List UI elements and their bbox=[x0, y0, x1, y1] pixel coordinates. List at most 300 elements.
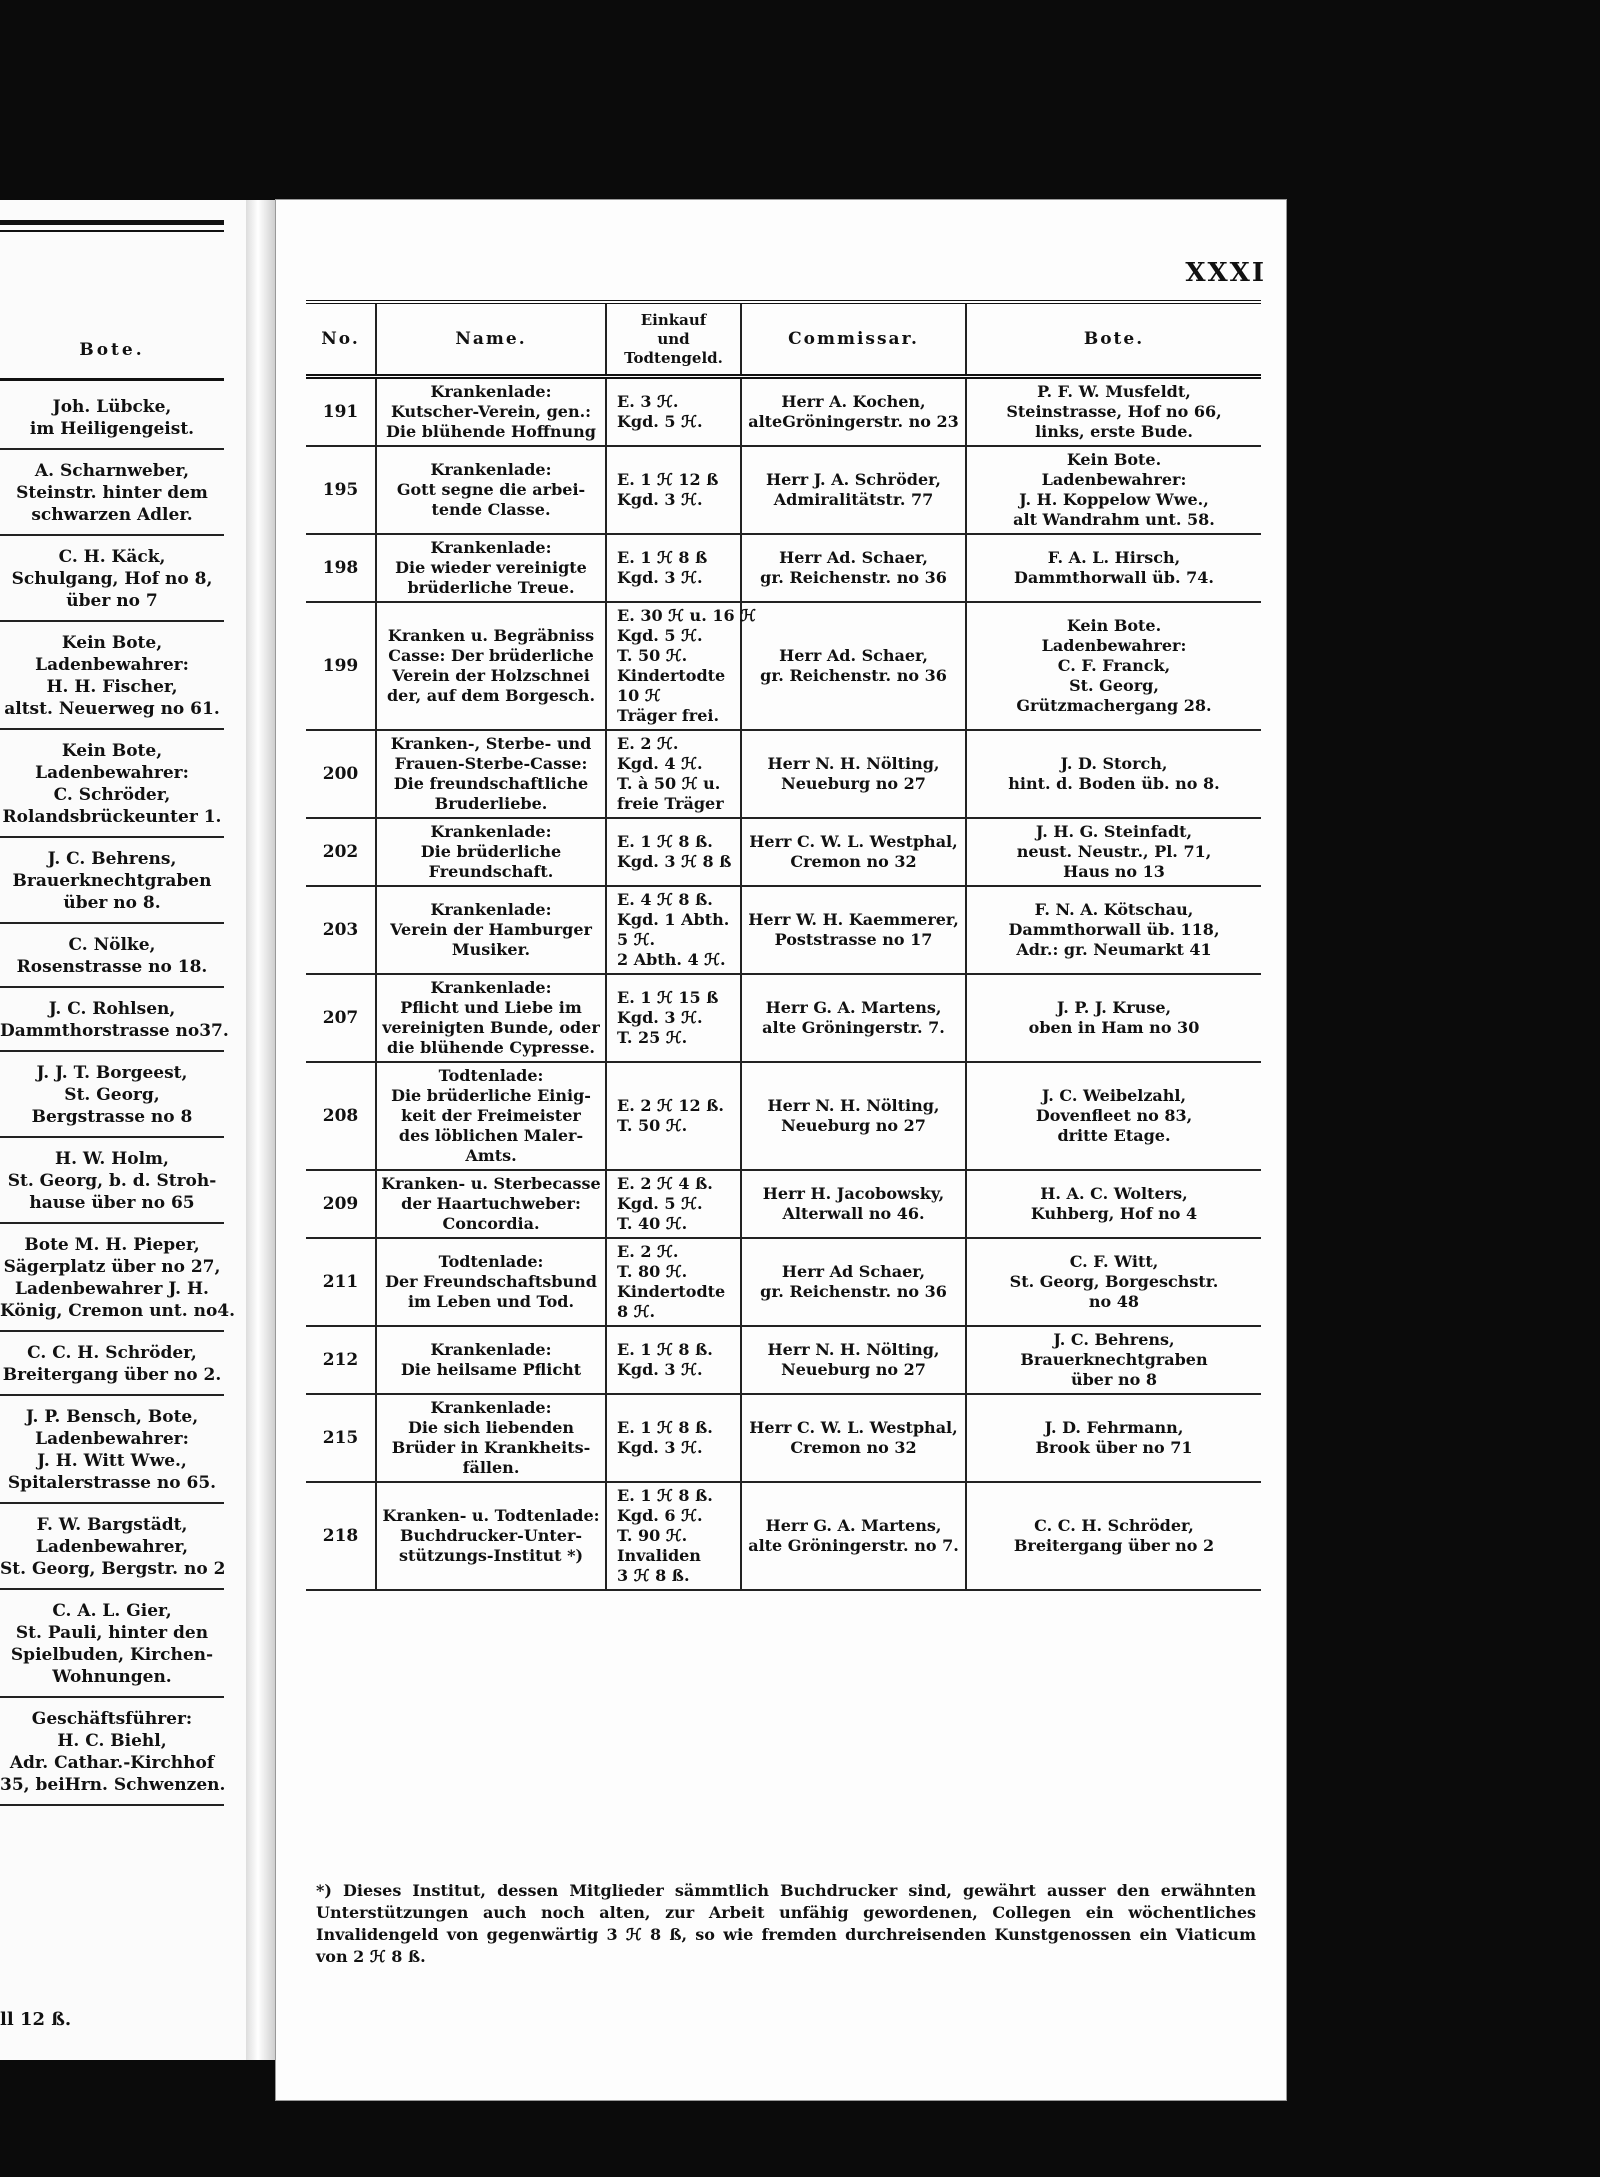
left-entry-line: altst. Neuerweg no 61. bbox=[4, 699, 220, 719]
cell-line: Breitergang über no 2 bbox=[1013, 1536, 1215, 1555]
cell-line: Krankenlade: bbox=[430, 1398, 552, 1417]
cell-line: Die blühende Hoffnung bbox=[386, 422, 596, 441]
cell-name bbox=[376, 534, 606, 602]
cell-no: 209 bbox=[322, 1194, 359, 1214]
cell-line: neust. Neustr., Pl. 71, bbox=[1016, 842, 1212, 861]
cell-line: Herr N. H. Nölting, bbox=[767, 754, 940, 773]
cell-line: Die brüderliche bbox=[420, 842, 562, 861]
left-entry-line: C. H. Käck, bbox=[58, 547, 166, 567]
cell-line: T. 40 ℋ. bbox=[617, 1214, 688, 1233]
cell-line: Kgd. 3 ℋ. bbox=[617, 568, 703, 587]
cell-commissar bbox=[741, 886, 966, 974]
cell-bote bbox=[966, 446, 1261, 534]
cell-line: Herr A. Kochen, bbox=[781, 392, 926, 411]
cell-commissar bbox=[741, 1482, 966, 1590]
table-row bbox=[306, 1482, 1261, 1590]
right-page bbox=[276, 200, 1286, 2100]
cell-commissar bbox=[741, 1238, 966, 1326]
cell-line: P. F. W. Musfeldt, bbox=[1037, 382, 1191, 401]
left-entry bbox=[0, 546, 224, 612]
cell-line: Adr.: gr. Neumarkt 41 bbox=[1016, 940, 1212, 959]
left-separator bbox=[0, 1588, 224, 1590]
left-separator bbox=[0, 1696, 224, 1698]
cell-bote bbox=[966, 818, 1261, 886]
cell-line: Die sich liebenden bbox=[407, 1418, 575, 1437]
left-entry-line: St. Pauli, hinter den bbox=[15, 1623, 209, 1643]
cell-line: Todtenlade: bbox=[438, 1066, 544, 1085]
left-separator bbox=[0, 1050, 224, 1052]
cell-line: Kranken- u. Todtenlade: bbox=[382, 1506, 600, 1525]
cell-einkauf bbox=[606, 974, 741, 1062]
cell-line: Herr Ad. Schaer, bbox=[779, 646, 928, 665]
cell-bote bbox=[966, 1326, 1261, 1394]
cell-line: H. A. C. Wolters, bbox=[1040, 1184, 1188, 1203]
cell-line: Amts. bbox=[465, 1146, 517, 1165]
cell-name bbox=[376, 446, 606, 534]
table-row bbox=[306, 974, 1261, 1062]
cell-line: E. 2 ℋ 12 ß. bbox=[617, 1096, 724, 1115]
cell-commissar bbox=[741, 730, 966, 818]
cell-line: Kgd. 3 ℋ 8 ß bbox=[617, 852, 732, 871]
left-entry-line: Kein Bote, bbox=[61, 633, 163, 653]
cell-name bbox=[376, 1482, 606, 1590]
cell-line: brüderliche Treue. bbox=[407, 578, 575, 597]
left-entry-line: hause über no 65 bbox=[29, 1193, 195, 1213]
cell-line: Ladenbewahrer: bbox=[1041, 636, 1187, 655]
left-entry-line: Brauerknechtgraben bbox=[12, 871, 212, 891]
cell-line: Musiker. bbox=[451, 940, 531, 959]
table-row bbox=[306, 1170, 1261, 1238]
cell-einkauf bbox=[606, 446, 741, 534]
cell-line: Pflicht und Liebe im bbox=[400, 998, 582, 1017]
cell-line: gr. Reichenstr. no 36 bbox=[760, 666, 947, 685]
cell-line: Herr N. H. Nölting, bbox=[767, 1096, 940, 1115]
cell-line: Kindertodte bbox=[617, 1282, 726, 1301]
cell-line: freie Träger bbox=[617, 794, 724, 813]
cell-line: Frauen-Sterbe-Casse: bbox=[394, 754, 588, 773]
left-page bbox=[0, 200, 246, 2060]
cell-einkauf bbox=[606, 602, 756, 730]
cell-line: Krankenlade: bbox=[430, 1340, 552, 1359]
cell-commissar bbox=[741, 1170, 966, 1238]
cell-line: Kranken-, Sterbe- und bbox=[390, 734, 592, 753]
left-separator bbox=[0, 620, 224, 622]
cell-name bbox=[376, 1326, 606, 1394]
cell-line: E. 1 ℋ 8 ß. bbox=[617, 1340, 713, 1359]
cell-line: Krankenlade: bbox=[430, 978, 552, 997]
cell-line: J. C. Weibelzahl, bbox=[1041, 1086, 1187, 1105]
left-entry-line: H. C. Biehl, bbox=[57, 1731, 167, 1751]
left-entry-line: Steinstr. hinter dem bbox=[16, 483, 208, 503]
table-row bbox=[306, 602, 1261, 730]
top-rule bbox=[0, 220, 224, 225]
cell-line: E. 3 ℋ. bbox=[617, 392, 679, 411]
cell-line: J. P. J. Kruse, bbox=[1056, 998, 1172, 1017]
left-entry-line: Spielbuden, Kirchen- bbox=[10, 1645, 214, 1665]
header-bote: Bote. bbox=[966, 302, 1261, 377]
cell-line: Kranken u. Begräbniss bbox=[387, 626, 595, 645]
cell-name bbox=[376, 377, 606, 447]
cell-line: Der Freundschaftsbund bbox=[385, 1272, 597, 1291]
cell-name bbox=[376, 602, 606, 730]
cell-line: alte Gröningerstr. 7. bbox=[762, 1018, 945, 1037]
cell-bote bbox=[966, 886, 1261, 974]
cell-line: Krankenlade: bbox=[430, 538, 552, 557]
left-separator bbox=[0, 986, 224, 988]
cell-line: no 48 bbox=[1088, 1292, 1140, 1311]
left-entry-line: über no 8. bbox=[63, 893, 161, 913]
cell-line: T. 50 ℋ. bbox=[617, 646, 688, 665]
cell-line: Cremon no 32 bbox=[790, 852, 917, 871]
cell-line: alteGröningerstr. no 23 bbox=[748, 412, 959, 431]
left-entry-line: Spitalerstrasse no 65. bbox=[7, 1473, 217, 1493]
cell-line: Admiralitätstr. 77 bbox=[773, 490, 934, 509]
cell-line: Neueburg no 27 bbox=[781, 1360, 926, 1379]
cell-einkauf bbox=[606, 730, 741, 818]
cell-line: C. F. Franck, bbox=[1057, 656, 1171, 675]
cell-line: hint. d. Boden üb. no 8. bbox=[1008, 774, 1220, 793]
cell-line: Herr Ad Schaer, bbox=[781, 1262, 926, 1281]
left-entry-line: Ladenbewahrer: bbox=[35, 655, 189, 675]
cell-line: Kranken- u. Sterbecasse bbox=[381, 1174, 601, 1193]
cell-line: Kgd. 5 ℋ. bbox=[617, 412, 703, 431]
cell-no: 203 bbox=[322, 920, 359, 940]
cell-line: E. 1 ℋ 8 ß. bbox=[617, 832, 713, 851]
table-row bbox=[306, 1394, 1261, 1482]
cell-line: E. 2 ℋ 4 ß. bbox=[617, 1174, 713, 1193]
cell-line: Kgd. 5 ℋ. bbox=[617, 1194, 703, 1213]
cell-line: Kgd. 3 ℋ. bbox=[617, 1438, 703, 1457]
header-rule bbox=[0, 378, 224, 381]
cell-line: Cremon no 32 bbox=[790, 1438, 917, 1457]
cell-commissar bbox=[741, 534, 966, 602]
cell-bote bbox=[966, 1482, 1261, 1590]
cell-line: Neueburg no 27 bbox=[781, 1116, 926, 1135]
cell-no: 207 bbox=[322, 1008, 359, 1028]
cell-line: Haus no 13 bbox=[1063, 862, 1165, 881]
left-entry-line: über no 7 bbox=[66, 591, 158, 611]
cell-line: 10 ℋ bbox=[617, 686, 661, 705]
cell-line: im Leben und Tod. bbox=[407, 1292, 575, 1311]
cell-bote bbox=[966, 1238, 1261, 1326]
cell-bote bbox=[966, 1062, 1261, 1170]
cell-name bbox=[376, 1170, 606, 1238]
table-body bbox=[306, 377, 1261, 1591]
left-entry bbox=[0, 1148, 224, 1214]
table-row bbox=[306, 534, 1261, 602]
cell-line: Alterwall no 46. bbox=[782, 1204, 925, 1223]
cell-line: fällen. bbox=[462, 1458, 520, 1477]
cell-line: Herr C. W. L. Westphal, bbox=[749, 1418, 958, 1437]
cell-line: Kgd. 3 ℋ. bbox=[617, 1008, 703, 1027]
cell-name bbox=[376, 1062, 606, 1170]
left-entry-line: im Heiligengeist. bbox=[29, 419, 195, 439]
cell-line: Kgd. 1 Abth. bbox=[617, 910, 730, 929]
cell-line: Poststrasse no 17 bbox=[774, 930, 933, 949]
table-row bbox=[306, 886, 1261, 974]
cell-line: Die heilsame Pflicht bbox=[400, 1360, 582, 1379]
left-entry bbox=[0, 1514, 224, 1580]
left-separator bbox=[0, 1502, 224, 1504]
cell-line: Kutscher-Verein, gen.: bbox=[390, 402, 592, 421]
cell-line: E. 4 ℋ 8 ß. bbox=[617, 890, 713, 909]
left-entry-line: schwarzen Adler. bbox=[31, 505, 193, 525]
cell-line: oben in Ham no 30 bbox=[1028, 1018, 1200, 1037]
cell-bote bbox=[966, 1394, 1261, 1482]
cell-line: Casse: Der brüderliche bbox=[388, 646, 594, 665]
cell-no: 198 bbox=[322, 558, 359, 578]
left-entry-line: Kein Bote, bbox=[61, 741, 163, 761]
left-entry-line: C. Nölke, bbox=[68, 935, 156, 955]
left-entry-line: Adr. Cathar.-Kirchhof bbox=[9, 1753, 215, 1773]
left-entry bbox=[0, 1062, 224, 1128]
top-rule-thin bbox=[0, 230, 224, 232]
left-entry-line: Bote M. H. Pieper, bbox=[24, 1235, 200, 1255]
left-entry-line: J. J. T. Borgeest, bbox=[36, 1063, 188, 1083]
cell-name bbox=[376, 974, 606, 1062]
cell-line: Träger frei. bbox=[617, 706, 720, 725]
cell-einkauf bbox=[606, 377, 741, 447]
cell-line: E. 1 ℋ 12 ß bbox=[617, 470, 719, 489]
left-entry-line: Schulgang, Hof no 8, bbox=[11, 569, 213, 589]
cell-line: Dammthorwall üb. 118, bbox=[1008, 920, 1220, 939]
cell-line: Herr J. A. Schröder, bbox=[766, 470, 941, 489]
left-separator bbox=[0, 1394, 224, 1396]
cell-line: T. 25 ℋ. bbox=[617, 1028, 688, 1047]
cell-line: F. N. A. Kötschau, bbox=[1034, 900, 1194, 919]
left-entry bbox=[0, 740, 224, 828]
left-entry-line: C. A. L. Gier, bbox=[52, 1601, 172, 1621]
left-entry-line: H. H. Fischer, bbox=[46, 677, 178, 697]
cell-line: Kgd. 5 ℋ. bbox=[617, 626, 703, 645]
cell-line: E. 2 ℋ. bbox=[617, 734, 679, 753]
cell-line: Buchdrucker-Unter- bbox=[399, 1526, 583, 1545]
cell-line: Brook über no 71 bbox=[1035, 1438, 1193, 1457]
cell-line: F. A. L. Hirsch, bbox=[1047, 548, 1181, 567]
cell-line: E. 1 ℋ 8 ß. bbox=[617, 1418, 713, 1437]
left-separator bbox=[0, 1222, 224, 1224]
left-entry-line: C. C. H. Schröder, bbox=[27, 1343, 197, 1363]
table-row bbox=[306, 446, 1261, 534]
cell-line: links, erste Bude. bbox=[1035, 422, 1193, 441]
cell-line: J. C. Behrens, bbox=[1053, 1330, 1175, 1349]
cell-line: Krankenlade: bbox=[430, 460, 552, 479]
table-row bbox=[306, 377, 1261, 447]
left-entry-line: 35, beiHrn. Schwenzen. bbox=[0, 1775, 226, 1795]
cell-name bbox=[376, 1238, 606, 1326]
cell-line: Herr G. A. Martens, bbox=[765, 998, 942, 1017]
cell-einkauf bbox=[606, 1482, 741, 1590]
cell-line: J. H. G. Steinfadt, bbox=[1035, 822, 1193, 841]
header-name: Name. bbox=[376, 302, 606, 377]
cell-einkauf bbox=[606, 534, 741, 602]
cell-no: 191 bbox=[322, 402, 359, 422]
left-entry-line: Rolandsbrückeunter 1. bbox=[2, 807, 222, 827]
header-einkauf-line: Einkauf bbox=[640, 310, 707, 329]
cell-name bbox=[376, 730, 606, 818]
cell-line: des löblichen Maler- bbox=[398, 1126, 584, 1145]
left-entry-line: St. Georg, bbox=[64, 1085, 160, 1105]
cell-bote bbox=[966, 730, 1261, 818]
left-entry-line: Wohnungen. bbox=[52, 1667, 172, 1687]
cell-line: Herr H. Jacobowsky, bbox=[762, 1184, 945, 1203]
cell-line: Grützmachergang 28. bbox=[1016, 696, 1212, 715]
cell-no: 195 bbox=[322, 480, 359, 500]
cell-line: C. F. Witt, bbox=[1069, 1252, 1159, 1271]
left-entry-line: Ladenbewahrer J. H. bbox=[15, 1279, 209, 1299]
left-separator bbox=[0, 448, 224, 450]
cell-line: St. Georg, Borgeschstr. bbox=[1009, 1272, 1219, 1291]
left-separator bbox=[0, 1330, 224, 1332]
cell-line: 2 Abth. 4 ℋ. bbox=[617, 950, 726, 969]
book-gutter bbox=[246, 200, 276, 2060]
cell-einkauf bbox=[606, 1326, 741, 1394]
cell-bote bbox=[966, 377, 1261, 447]
left-entry-line: St. Georg, Bergstr. no 2 bbox=[0, 1559, 226, 1579]
cell-no: 218 bbox=[322, 1526, 359, 1546]
cell-line: Kindertodte bbox=[617, 666, 726, 685]
left-entry-line: J. P. Bensch, Bote, bbox=[25, 1407, 199, 1427]
cell-line: Herr N. H. Nölting, bbox=[767, 1340, 940, 1359]
left-entry-line: Bergstrasse no 8 bbox=[31, 1107, 193, 1127]
cell-commissar bbox=[741, 446, 966, 534]
cell-line: gr. Reichenstr. no 36 bbox=[760, 1282, 947, 1301]
left-entry bbox=[0, 934, 224, 978]
header-einkauf-line: und bbox=[657, 329, 690, 348]
cell-commissar bbox=[741, 377, 966, 447]
cell-line: alte Gröningerstr. no 7. bbox=[748, 1536, 959, 1555]
left-entry-line: Ladenbewahrer, bbox=[35, 1537, 189, 1557]
cell-no: 211 bbox=[322, 1272, 359, 1292]
table-row bbox=[306, 818, 1261, 886]
left-entry-line: J. C. Rohlsen, bbox=[48, 999, 176, 1019]
cell-line: E. 1 ℋ 8 ß bbox=[617, 548, 708, 567]
header-commissar: Commissar. bbox=[741, 302, 966, 377]
cell-line: T. 90 ℋ. bbox=[617, 1526, 688, 1545]
cell-commissar bbox=[741, 1326, 966, 1394]
left-separator bbox=[0, 922, 224, 924]
table-row bbox=[306, 1326, 1261, 1394]
left-separator bbox=[0, 1136, 224, 1138]
cell-line: Todtenlade: bbox=[438, 1252, 544, 1271]
cell-line: Verein der Holzschnei bbox=[392, 666, 590, 685]
cell-line: Kuhberg, Hof no 4 bbox=[1030, 1204, 1198, 1223]
cell-einkauf bbox=[606, 1238, 741, 1326]
cell-line: Kein Bote. bbox=[1066, 616, 1162, 635]
cell-line: tende Classe. bbox=[431, 500, 551, 519]
cell-line: Krankenlade: bbox=[430, 382, 552, 401]
cell-line: Krankenlade: bbox=[430, 900, 552, 919]
cell-line: E. 1 ℋ 8 ß. bbox=[617, 1486, 713, 1505]
cell-line: keit der Freimeister bbox=[401, 1106, 581, 1125]
left-entry bbox=[0, 1406, 224, 1494]
cell-line: Steinstrasse, Hof no 66, bbox=[1006, 402, 1222, 421]
left-entry-line: J. C. Behrens, bbox=[47, 849, 177, 869]
cell-line: Neueburg no 27 bbox=[781, 774, 926, 793]
left-entry bbox=[0, 1234, 236, 1322]
cell-line: der Haartuchweber: bbox=[401, 1194, 581, 1213]
cell-line: Krankenlade: bbox=[430, 822, 552, 841]
cell-commissar bbox=[741, 1394, 966, 1482]
cell-line: Kgd. 3 ℋ. bbox=[617, 490, 703, 509]
left-entry bbox=[0, 1600, 224, 1688]
cell-line: St. Georg, bbox=[1069, 676, 1159, 695]
cell-line: J. H. Koppelow Wwe., bbox=[1019, 490, 1209, 509]
register-table bbox=[306, 300, 1261, 1591]
cell-line: Kgd. 4 ℋ. bbox=[617, 754, 703, 773]
cell-line: der, auf dem Borgesch. bbox=[386, 686, 596, 705]
cell-commissar bbox=[741, 1062, 966, 1170]
left-entry-line: St. Georg, b. d. Stroh- bbox=[7, 1171, 217, 1191]
cell-no: 215 bbox=[322, 1428, 359, 1448]
cell-line: Concordia. bbox=[442, 1214, 540, 1233]
cell-line: E. 30 ℋ u. 16 ℋ bbox=[617, 606, 756, 625]
cell-line: Herr Ad. Schaer, bbox=[779, 548, 928, 567]
left-entry-line: C. Schröder, bbox=[53, 785, 171, 805]
table-row bbox=[306, 1062, 1261, 1170]
table-row bbox=[306, 1238, 1261, 1326]
cell-einkauf bbox=[606, 1170, 741, 1238]
cell-einkauf bbox=[606, 818, 741, 886]
left-entry-line: Joh. Lübcke, bbox=[52, 397, 172, 417]
cell-line: 5 ℋ. bbox=[617, 930, 656, 949]
table-row bbox=[306, 730, 1261, 818]
footnote: *) Dieses Institut, dessen Mitglieder sämmtlich Buchdrucker sind, gewährt ausser den erwähnten Unterstützungen auch noch alten, zur Arbeit unfähig gewordenen, Collegen ein wöchentliches Invalidengeld von gegenwärtig 3 ℋ 8 ß, so wie fremden durchreisenden Kunstgenossen ein Viaticum von 2 ℋ 8 ß. bbox=[316, 1881, 1256, 1966]
cell-line: stützungs-Institut *) bbox=[398, 1546, 584, 1565]
left-separator bbox=[0, 534, 224, 536]
cell-line: Herr C. W. L. Westphal, bbox=[749, 832, 958, 851]
cell-line: J. D. Fehrmann, bbox=[1044, 1418, 1184, 1437]
cell-line: Die brüderliche Einig- bbox=[391, 1086, 591, 1105]
cell-name bbox=[376, 818, 606, 886]
cell-no: 212 bbox=[322, 1350, 359, 1370]
cell-line: Brauerknechtgraben bbox=[1020, 1350, 1208, 1369]
header-einkauf bbox=[606, 302, 741, 377]
left-entry-line: Ladenbewahrer: bbox=[35, 763, 189, 783]
left-entry-line: Geschäftsführer: bbox=[31, 1709, 193, 1729]
cell-line: Bruderliebe. bbox=[434, 794, 548, 813]
cell-line: 8 ℋ. bbox=[617, 1302, 656, 1321]
left-entry-line: H. W. Holm, bbox=[55, 1149, 169, 1169]
register-table-wrap bbox=[306, 300, 1261, 1591]
left-entry bbox=[0, 1342, 224, 1386]
left-separator bbox=[0, 836, 224, 838]
left-entry-line: A. Scharnweber, bbox=[34, 461, 190, 481]
cell-name bbox=[376, 886, 606, 974]
cell-line: Freundschaft. bbox=[428, 862, 554, 881]
cell-line: T. 80 ℋ. bbox=[617, 1262, 688, 1281]
cell-line: T. à 50 ℋ u. bbox=[617, 774, 721, 793]
cell-line: Herr W. H. Kaemmerer, bbox=[748, 910, 959, 929]
cell-line: T. 50 ℋ. bbox=[617, 1116, 688, 1135]
left-entry-line: König, Cremon unt. no4. bbox=[0, 1301, 236, 1321]
cell-no: 199 bbox=[322, 656, 359, 676]
cell-line: 3 ℋ 8 ß. bbox=[617, 1566, 690, 1585]
table-header-row bbox=[306, 302, 1261, 377]
cell-line: Dammthorwall üb. 74. bbox=[1014, 568, 1214, 587]
cell-commissar bbox=[741, 818, 966, 886]
cell-line: Verein der Hamburger bbox=[390, 920, 592, 939]
cell-line: J. D. Storch, bbox=[1060, 754, 1168, 773]
cell-bote bbox=[966, 1170, 1261, 1238]
cell-line: Invaliden bbox=[617, 1546, 701, 1565]
cell-line: Kgd. 3 ℋ. bbox=[617, 1360, 703, 1379]
cell-line: die blühende Cypresse. bbox=[387, 1038, 595, 1057]
left-entry bbox=[0, 1708, 224, 1796]
cell-line: Kein Bote. bbox=[1066, 450, 1162, 469]
cell-bote bbox=[966, 974, 1261, 1062]
left-separator bbox=[0, 728, 224, 730]
